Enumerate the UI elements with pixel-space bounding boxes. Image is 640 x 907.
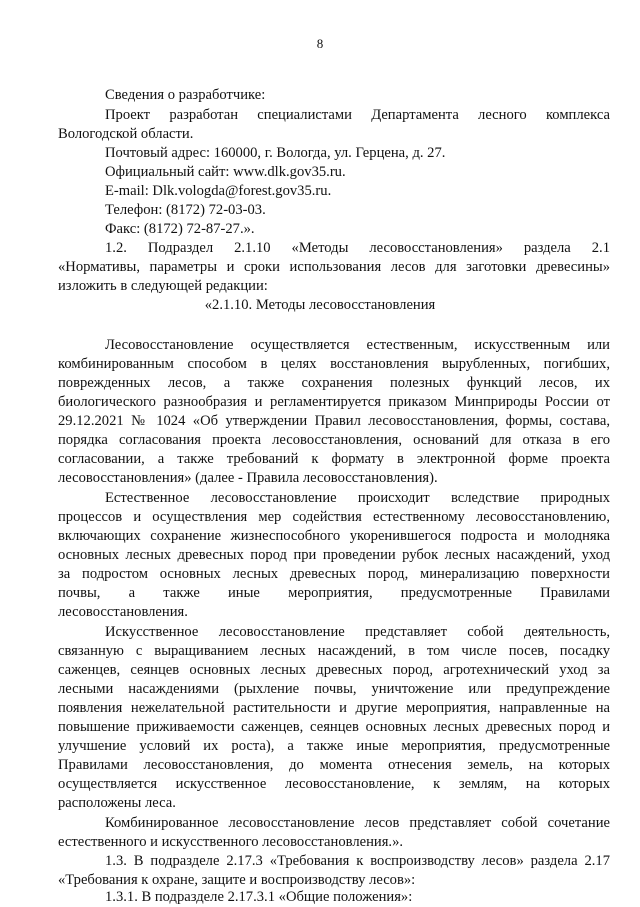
text-line: Естественное лесовосстановление происходит вследствие природных: [105, 490, 610, 506]
text-line: согласовании, а также требований к формату в электронной форме проекта: [58, 451, 610, 467]
text-line: Вологодской области.: [58, 126, 194, 142]
text-line: включающих сохранение жизнеспособного укоренившегося подроста и молодняка: [58, 528, 610, 544]
postal-address: Почтовый адрес: 160000, г. Вологда, ул. Герцена, д. 27.: [105, 145, 446, 161]
text-line: за подростом основных лесных древесных пород, минерализацию поверхности: [58, 566, 610, 582]
text-line: порядка согласования проекта лесовосстановления, оснований для отказа в его: [58, 432, 610, 448]
text-line: осуществляется искусственное лесовосстановление, к землям, на которых: [58, 776, 610, 792]
text-line: лесовосстановления» (далее - Правила лесовосстановления).: [58, 470, 438, 486]
text-line: Искусственное лесовосстановление представляет собой деятельность,: [105, 624, 610, 640]
text-line: естественного и искусственного лесовосстановления.».: [58, 834, 404, 850]
text-line: 1.3. В подразделе 2.17.3 «Требования к воспроизводству лесов» раздела 2.17: [105, 853, 610, 869]
page-number: 8: [316, 36, 324, 51]
fax: Факс: (8172) 72-87-27.».: [105, 221, 255, 237]
text-line: расположены леса.: [58, 795, 176, 811]
text-line: «Нормативы, параметры и сроки использования лесов для заготовки древесины»: [58, 259, 610, 275]
text-line: лесовосстановления.: [58, 604, 188, 620]
text-line: 1.2. Подраздел 2.1.10 «Методы лесовосстановления» раздела 2.1: [105, 240, 610, 256]
developer-heading: Сведения о разработчике:: [105, 87, 266, 103]
text-line: появления нежелательной растительности и другие мероприятия, направленные на: [58, 700, 610, 716]
section-heading: «2.1.10. Методы лесовосстановления: [204, 297, 436, 313]
text-line: связанную с выращиванием лесных насаждений, в том числе посев, посадку: [58, 643, 610, 659]
text-line: почвы, а также иные мероприятия, предусмотренные Правилами: [58, 585, 610, 601]
text-line: процессов и осуществления мер содействия естественному лесовосстановлению,: [58, 509, 610, 525]
text-line: саженцев, сеянцев основных лесных древесных пород, агротехнический уход за: [58, 662, 610, 678]
text-line: изложить в следующей редакции:: [58, 278, 268, 294]
text-line: «Требования к охране, защите и воспроизводству лесов»:: [58, 872, 416, 888]
phone: Телефон: (8172) 72-03-03.: [105, 202, 266, 218]
text-line: биологического разнообразия и регламентируется приказом Минприроды России от: [58, 394, 610, 410]
text-line: 1.3.1. В подразделе 2.17.3.1 «Общие положения»:: [105, 889, 413, 905]
text-line: улучшение условий их роста), а также иные мероприятия, предусмотренные: [58, 738, 610, 754]
email: E-mail: Dlk.vologda@forest.gov35.ru.: [105, 183, 332, 199]
official-site: Официальный сайт: www.dlk.gov35.ru.: [105, 164, 346, 180]
text-line: комбинированным способом в целях восстановления вырубленных, погибших,: [58, 356, 610, 372]
text-line: 29.12.2021 № 1024 «Об утверждении Правил лесовосстановления, формы, состава,: [58, 413, 610, 429]
text-line: основных лесных древесных пород при проведении рубок лесных насаждений, уход: [58, 547, 610, 563]
text-line: лесными насаждениями (рыхление почвы, уничтожение или предупреждение: [58, 681, 610, 697]
text-line: Проект разработан специалистами Департамента лесного комплекса: [105, 107, 610, 123]
text-line: повышение приживаемости саженцев, сеянцев основных лесных древесных пород и: [58, 719, 610, 735]
text-line: поврежденных лесов, а также сохранения полезных функций лесов, их: [58, 375, 610, 391]
text-line: Правилами лесовосстановления, до момента отнесения земель, на которых: [58, 757, 610, 773]
text-line: Лесовосстановление осуществляется естественным, искусственным или: [105, 337, 610, 353]
text-line: Комбинированное лесовосстановление лесов представляет собой сочетание: [105, 815, 610, 831]
